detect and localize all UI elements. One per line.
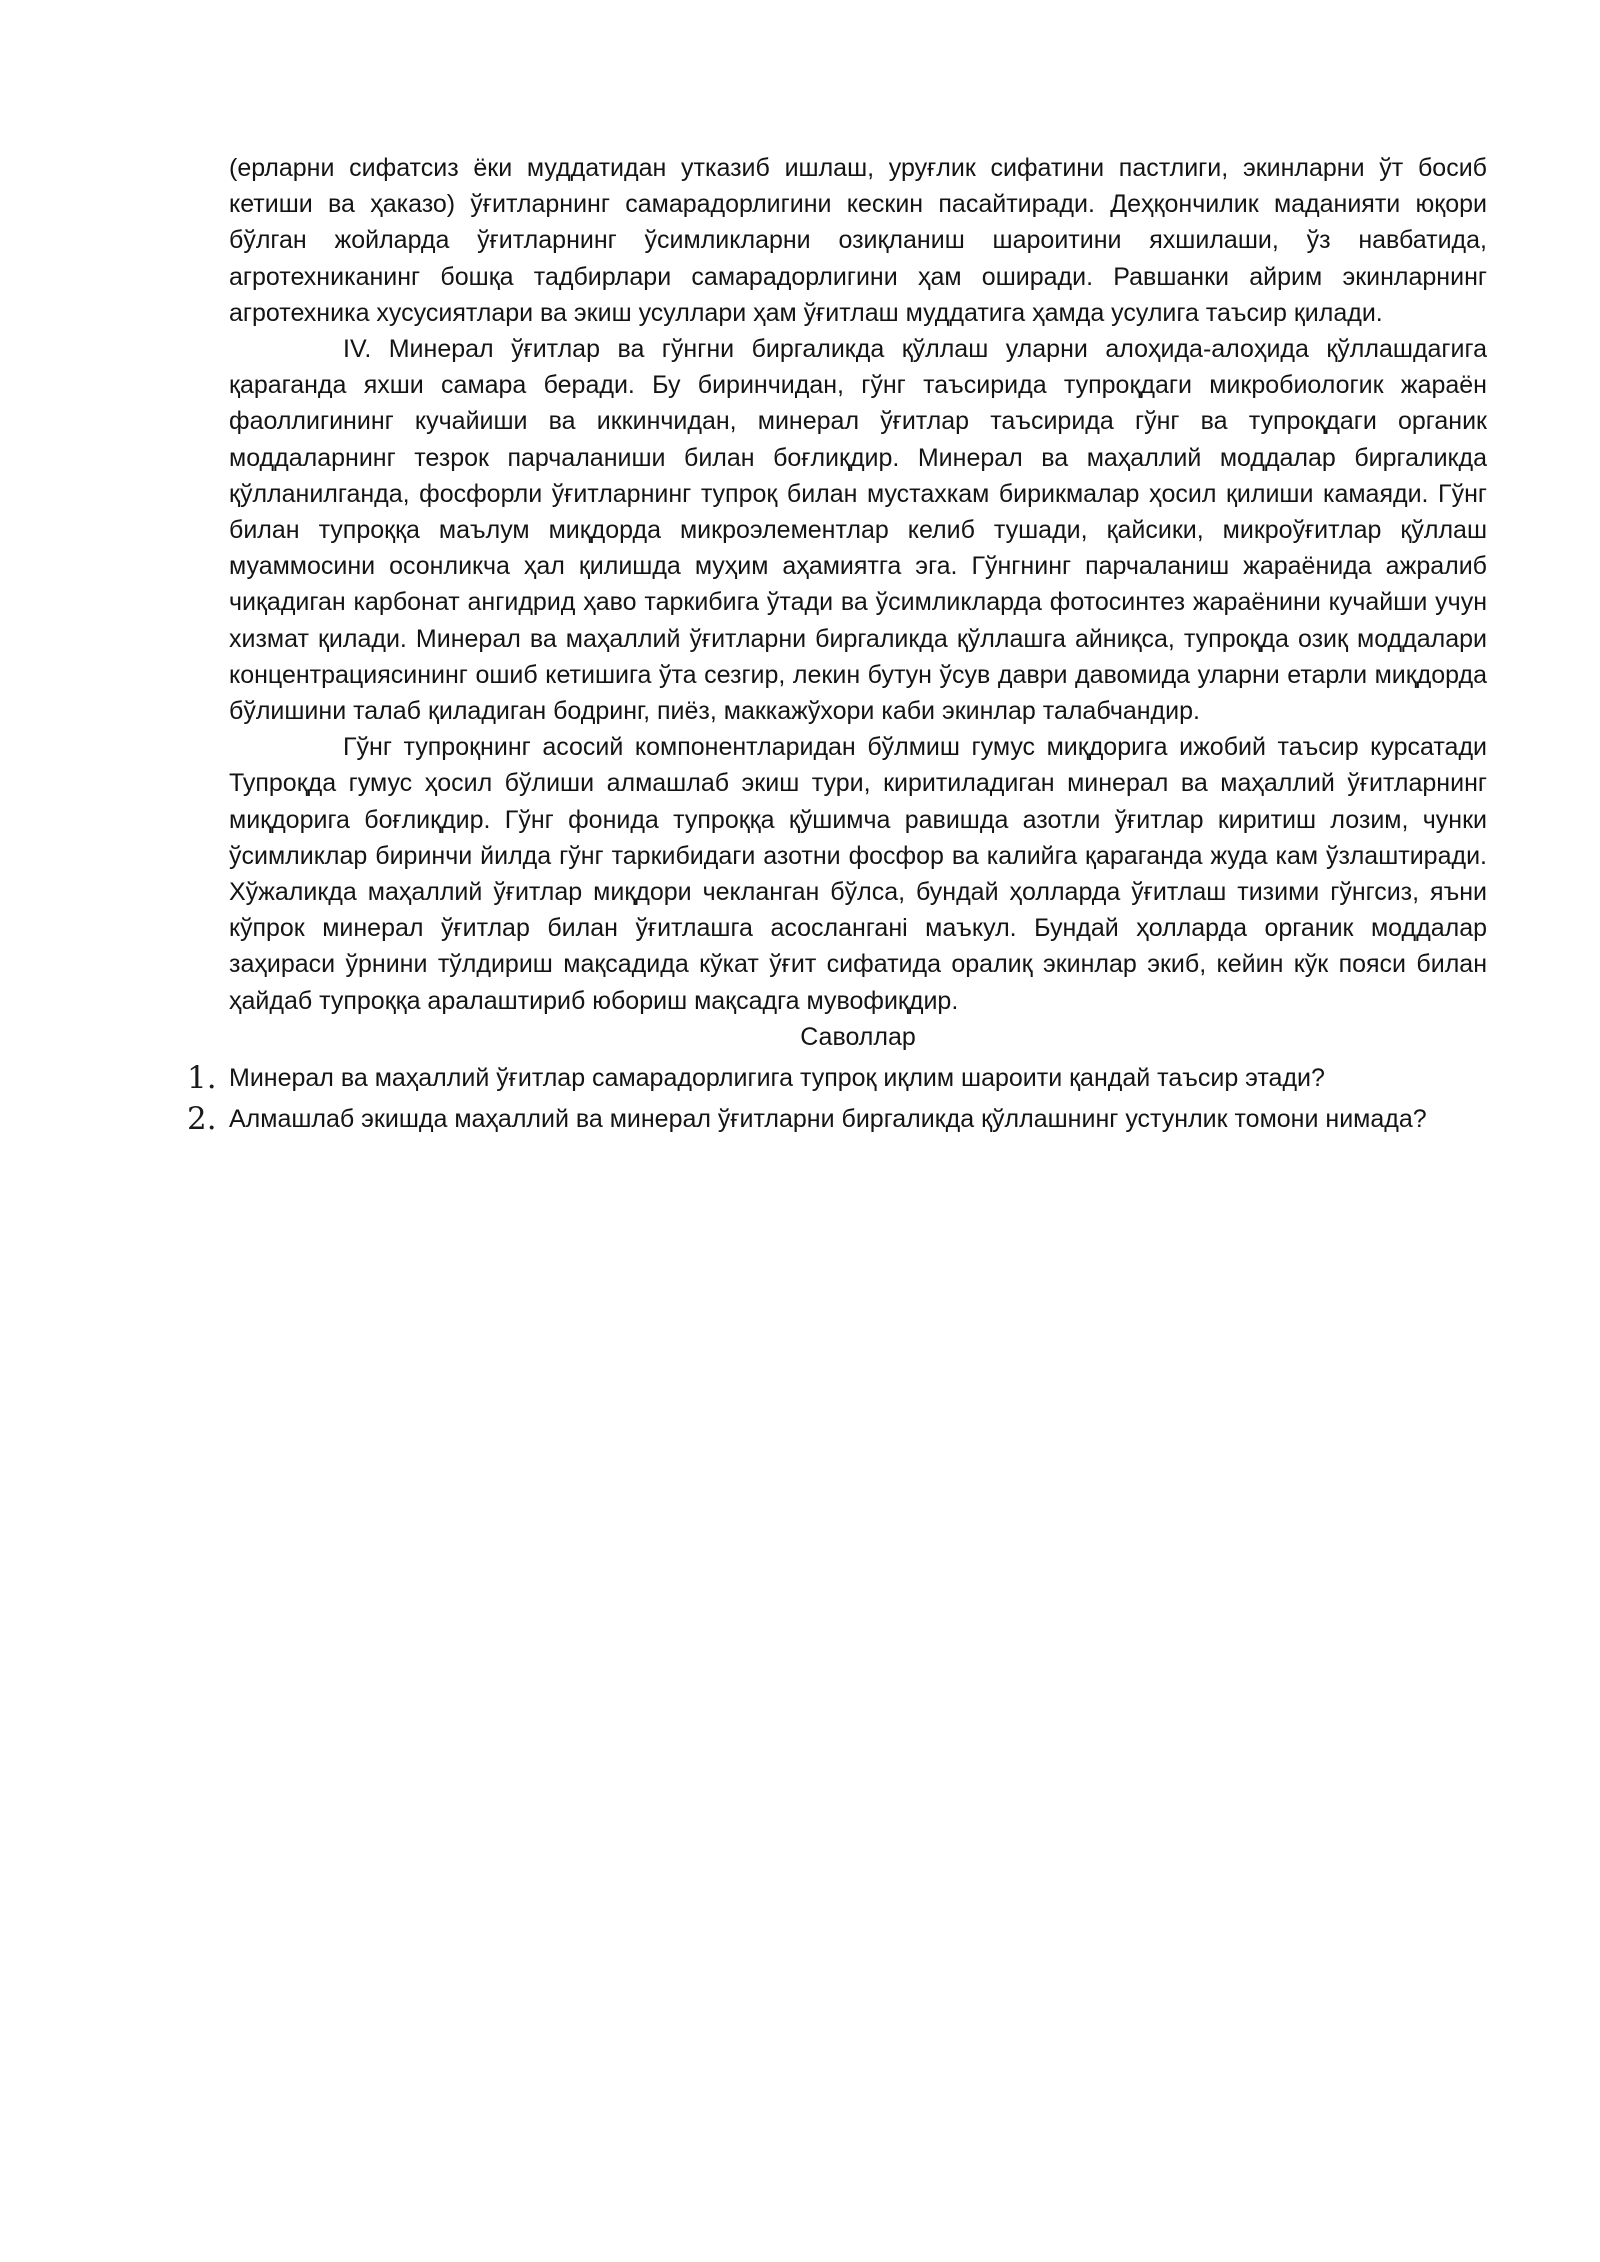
question-number: 1. — [187, 1060, 217, 1097]
question-item — [187, 1101, 1487, 1138]
paragraph-humus: Гўнг тупроқнинг асосий компонентларидан бўлмиш гумус миқдорига ижобий таъсир курсатади Тупроқда гумус ҳосил бўлиши алмашлаб экиш тури, киритиладиган минерал ва маҳаллий ўғитларнинг миқдорига боғлиқдир. Гўнг фонида тупроққа қўшимча равишда азотли ўғитлар киритиш лозим, чунки ўсимликлар биринчи йилда гўнг таркибидаги азотни фосфор ва калийга қараганда жуда кам ўзлаштиради. Хўжаликда маҳаллий ўғитлар миқдори чекланган бўлса, бундай ҳолларда ўғитлаш тизими гўнгсиз, яъни кўпрок минерал ўғитлар билан ўғитлашга асосланганi маъкул. Бундай ҳолларда органик моддалар заҳираси ўрнини тўлдириш мақсадида кўкат ўғит сифатида оралиқ экинлар экиб, кейин кўк пояси билан ҳайдаб тупроққа аралаштириб юбориш мақсадга мувофиқдир. — [229, 733, 1487, 1015]
question-number: 2. — [187, 1101, 217, 1138]
paragraph-continuation: (ерларни сифатсиз ёки муддатидан утказиб ишлаш, уруғлик сифатини пастлиги, экинларни ўт босиб кетиши ва ҳаказо) ўғитларнинг самарадорлигини кескин пасайтиради. Деҳқончилик маданияти юқори бўлган жойларда ўғитларнинг ўсимликларни озиқланиш шароитини яхшилаши, ўз навбатида, агротехниканинг бошқа тадбирлари самарадорлигини ҳам оширади. Равшанки айрим экинларнинг агротехника хусусиятлари ва экиш усуллари ҳам ўғитлаш муддатига ҳамда усулига таъсир қилади. — [229, 154, 1487, 327]
paragraph-section-iv: IV. Минерал ўғитлар ва гўнгни биргаликда қўллаш уларни алоҳида-алоҳида қўллашдагига қараганда яхши самара беради. Бу биринчидан, гўнг таъсирида тупроқдаги микробиологик жараён фаоллигининг кучайиши ва иккинчидан, минерал ўғитлар таъсирида гўнг ва тупроқдаги органик моддаларнинг тезрок парчаланиши билан боғлиқдир. Минерал ва маҳаллий моддалар биргаликда қўлланилганда, фосфорли ўғитларнинг тупроқ билан мустахкам бирикмалар ҳосил қилиши камаяди. Гўнг билан тупроққа маълум миқдорда микроэлементлар келиб тушади, қайсики, микроўғитлар қўллаш муаммосини осонликча ҳал қилишда муҳим аҳамиятга эга. Гўнгнинг парчаланиш жараёнида ажралиб чиқадиган карбонат ангидрид ҳаво таркибига ўтади ва ўсимликларда фотосинтез жараёнини кучайши учун хизмат қилади. Минерал ва маҳаллий ўғитларни биргаликда қўллашга айниқса, тупроқда озиқ моддалари концентрациясининг ошиб кетишига ўта сезгир, лекин бутун ўсув даври давомида уларни етарли миқдорда бўлишини талаб қиладиган бодринг, пиёз, маккажўхори каби экинлар талабчандир. — [229, 335, 1487, 726]
question-text: Минерал ва маҳаллий ўғитлар самарадорлигига тупроқ иқлим шароити қандай таъсир этади? — [229, 1064, 1325, 1093]
questions-list — [187, 1060, 1487, 1138]
questions-heading: Саволлар — [800, 1022, 916, 1051]
document-page — [187, 150, 1487, 1138]
question-text: Алмашлаб экишда маҳаллий ва минерал ўғитларни биргаликда қўллашнинг устунлик томони нимада? — [229, 1105, 1427, 1134]
question-item — [187, 1060, 1487, 1097]
